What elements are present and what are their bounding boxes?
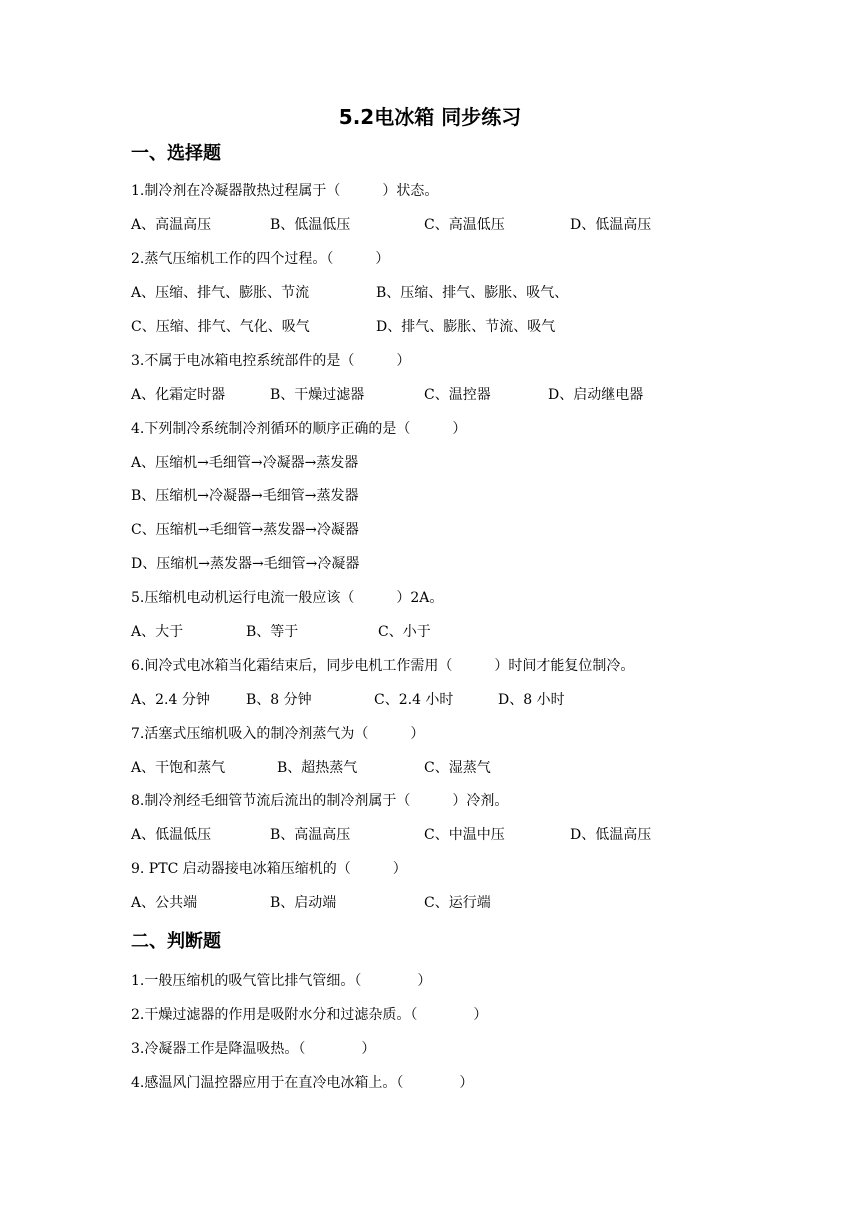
judgment-item: 1.一般压缩机的吸气管比排气管细。（ ） — [131, 973, 432, 989]
option: C、小于 — [378, 624, 431, 640]
question-stem: 1.制冷剂在冷凝器散热过程属于（ ）状态。 — [131, 183, 439, 199]
section-heading-choice: 一、选择题 — [131, 143, 221, 164]
option: B、8 分钟 — [246, 692, 312, 708]
option: D、排气、膨胀、节流、吸气 — [376, 319, 556, 335]
option: D、启动继电器 — [548, 387, 644, 403]
judgment-item: 4.感温风门温控器应用于在直冷电冰箱上。（ ） — [131, 1075, 474, 1091]
option: B、启动端 — [270, 895, 337, 911]
judgment-item: 2.干燥过滤器的作用是吸附水分和过滤杂质。（ ） — [131, 1007, 488, 1023]
option: A、公共端 — [131, 895, 198, 911]
option: A、干饱和蒸气 — [131, 760, 226, 776]
option: A、压缩、排气、膨胀、节流 — [131, 285, 310, 301]
judgment-item: 3.冷凝器工作是降温吸热。（ ） — [131, 1041, 376, 1057]
question-stem: 9. PTC 启动器接电冰箱压缩机的（ ） — [131, 861, 407, 877]
option: D、低温高压 — [570, 217, 652, 233]
option: C、高温低压 — [424, 217, 505, 233]
option: D、8 小时 — [498, 692, 565, 708]
page-title: 5.2电冰箱 同步练习 — [338, 105, 522, 129]
option: D、压缩机→蒸发器→毛细管→冷凝器 — [131, 556, 360, 572]
option: B、等于 — [246, 624, 299, 640]
question-stem: 4.下列制冷系统制冷剂循环的顺序正确的是（ ） — [131, 421, 467, 437]
question-stem: 2.蒸气压缩机工作的四个过程。（ ） — [131, 251, 390, 267]
option: B、低温低压 — [270, 217, 351, 233]
question-stem: 5.压缩机电动机运行电流一般应该（ ）2A。 — [131, 590, 444, 606]
option: C、中温中压 — [424, 827, 505, 843]
option: A、2.4 分钟 — [131, 692, 210, 708]
option: A、大于 — [131, 624, 184, 640]
option: B、干燥过滤器 — [270, 387, 365, 403]
option: C、压缩机→毛细管→蒸发器→冷凝器 — [131, 522, 359, 538]
option: C、压缩、排气、气化、吸气 — [131, 319, 310, 335]
question-stem: 7.活塞式压缩机吸入的制冷剂蒸气为（ ） — [131, 726, 425, 742]
option: A、化霜定时器 — [131, 387, 226, 403]
option: A、低温低压 — [131, 827, 212, 843]
option: C、运行端 — [424, 895, 491, 911]
option: C、2.4 小时 — [374, 692, 454, 708]
question-stem: 3.不属于电冰箱电控系统部件的是（ ） — [131, 353, 411, 369]
question-stem: 6.间冷式电冰箱当化霜结束后，同步电机工作需用（ ）时间才能复位制冷。 — [131, 658, 635, 674]
option: B、超热蒸气 — [277, 760, 358, 776]
option: C、温控器 — [424, 387, 491, 403]
option: A、高温高压 — [131, 217, 212, 233]
option: B、高温高压 — [270, 827, 351, 843]
option: D、低温高压 — [570, 827, 652, 843]
section-heading-judgment: 二、判断题 — [131, 931, 221, 952]
option: C、湿蒸气 — [424, 760, 491, 776]
option: A、压缩机→毛细管→冷凝器→蒸发器 — [131, 455, 359, 471]
option: B、压缩、排气、膨胀、吸气、 — [376, 285, 569, 301]
option: B、压缩机→冷凝器→毛细管→蒸发器 — [131, 488, 359, 504]
question-stem: 8.制冷剂经毛细管节流后流出的制冷剂属于（ ）冷剂。 — [131, 793, 509, 809]
